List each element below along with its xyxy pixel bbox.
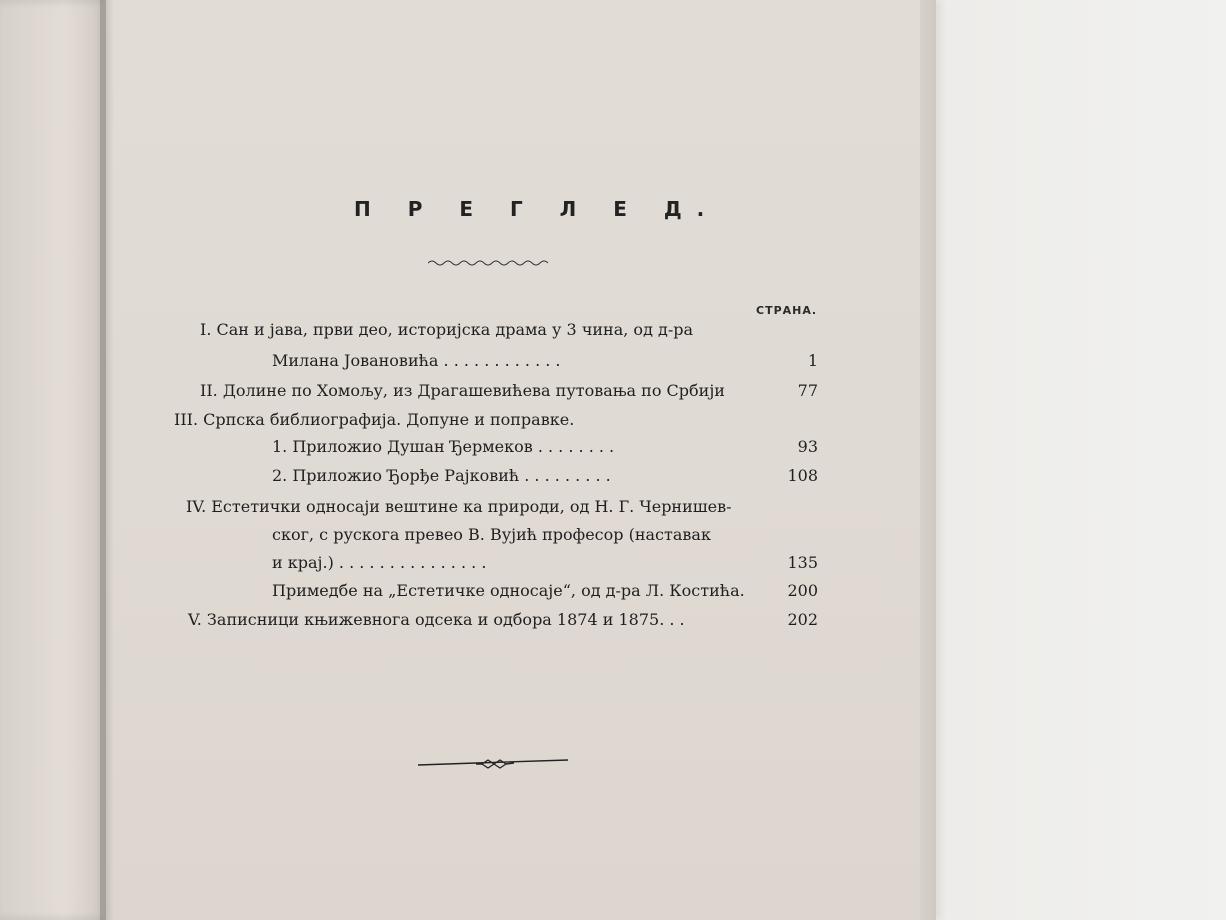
toc-entry-page: 202 — [787, 610, 818, 629]
toc-entry-page: 93 — [797, 437, 818, 456]
toc-entry-text: ског, с рускога превео В. Вујић професор (наставак — [272, 525, 711, 544]
page-column-header: СТРАНА. — [756, 304, 818, 317]
toc-entry-page: 200 — [787, 581, 818, 600]
toc-entry-page: 135 — [787, 553, 818, 572]
page-title: П Р Е Г Л Е Д. — [354, 197, 720, 221]
toc-entry-text: Примедбе на „Естетичке односаје“, од д-ра Л. Костића. — [272, 581, 745, 600]
toc-entry-text: Милана Јовановића . . . . . . . . . . . . — [272, 351, 561, 370]
toc-entry-page: 77 — [797, 381, 818, 400]
toc-entry-text: 2. Приложио Ђорђе Рајковић . . . . . . . . . — [272, 466, 611, 485]
toc-entry-text: и крај.) . . . . . . . . . . . . . . . — [272, 553, 487, 572]
toc-entry-text: IV. Естетички односаји вештине ка природи, од Н. Г. Чернишев- — [186, 497, 732, 516]
toc-entry-text: 1. Приложио Душан Ђермеков . . . . . . . . — [272, 437, 615, 456]
toc-entry-text: V. Записници књижевнога одсека и одбора 1874 и 1875. . . — [188, 610, 685, 629]
toc-entry-text: II. Долине по Хомољу, из Драгашевићева путовања по Србији — [200, 381, 725, 400]
toc-entry-page: 1 — [807, 351, 818, 370]
toc-entry-page: 108 — [787, 466, 818, 485]
toc-entry-text: III. Српска библиографија. Допуне и поправке. — [174, 410, 575, 429]
toc-entry-text: I. Сан и јава, први део, историјска драма у 3 чина, од д-ра — [200, 320, 694, 339]
end-ornament — [416, 757, 568, 771]
